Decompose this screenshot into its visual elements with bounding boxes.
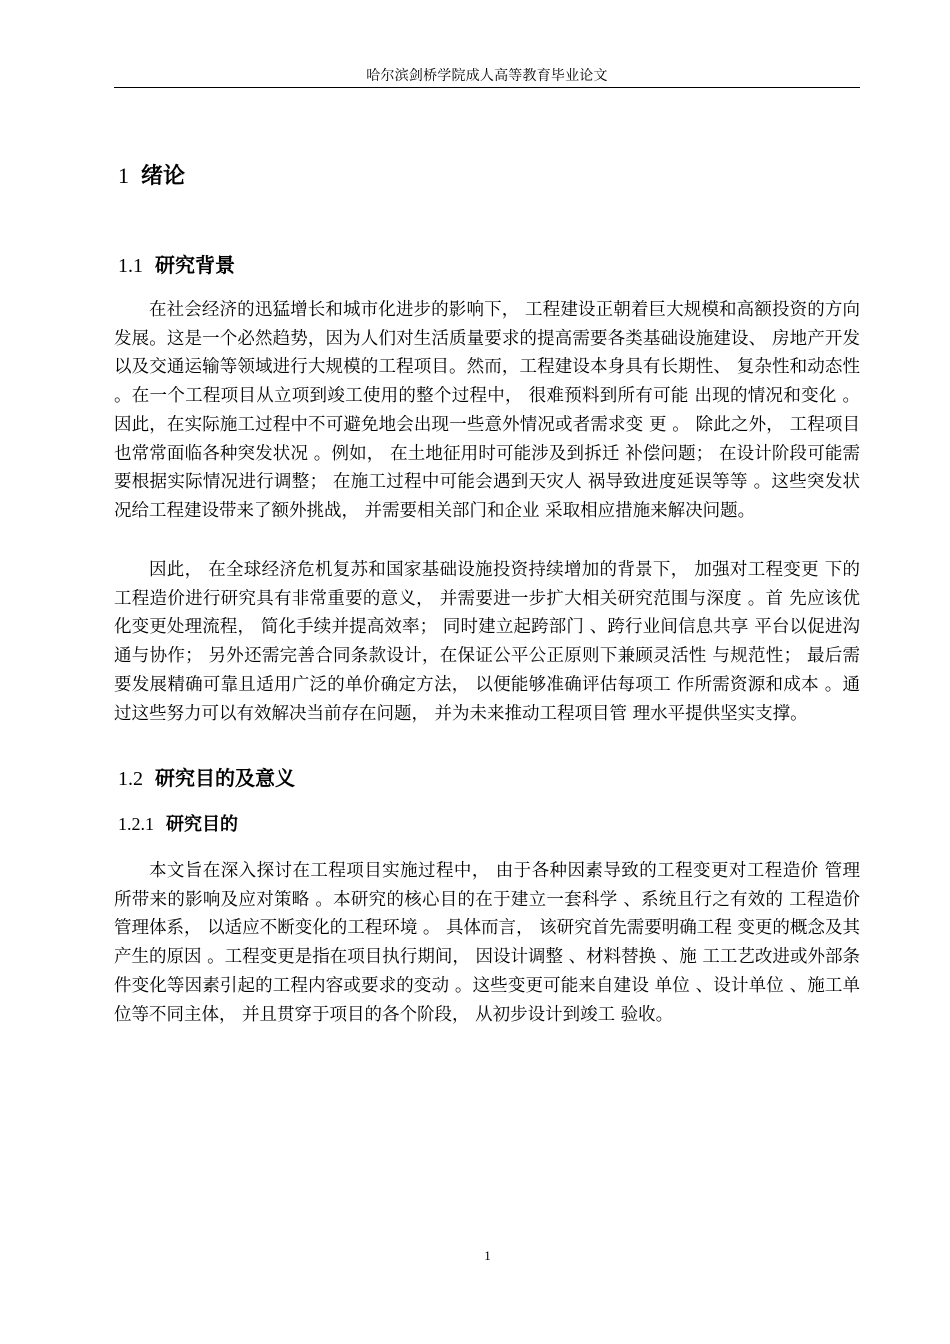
running-header: 哈尔滨剑桥学院成人高等教育毕业论文 xyxy=(366,68,608,84)
chapter-number: 1 xyxy=(118,163,129,188)
section-number: 1.2 xyxy=(118,768,143,790)
section-heading-background xyxy=(118,251,235,280)
subsection-heading-goal xyxy=(118,811,238,838)
header-rule xyxy=(114,87,860,88)
section-title: 研究背景 xyxy=(155,253,235,277)
goal-paragraph-1: 本文旨在深入探讨在工程项目实施过程中， 由于各种因素导致的工程变更对工程造价 管理所带来的影响及应对策略 。本研究的核心目的在于建立一套科学 、系统且行之有效的 工程造价管理体系， 以适应不断变化的工程环境 。 具体而言， 该研究首先需要明确工程 变更的概念及其产生的原因 。工程变更是指在项目执行期间， 因设计调整 、材料替换 、施 工工艺改进或外部条件变化等因素引起的工程内容或要求的变动 。这些变更可能来自建设 单位 、设计单位 、施工单位等不同主体， 并且贯穿于项目的各个阶段， 从初步设计到竣工 验收。 xyxy=(114,861,860,1025)
section-title: 研究目的及意义 xyxy=(155,766,295,790)
section-heading-purpose xyxy=(118,764,295,793)
section-number: 1.1 xyxy=(118,255,143,277)
subsection-title: 研究目的 xyxy=(166,814,238,835)
background-paragraph-2: 因此， 在全球经济危机复苏和国家基础设施投资持续增加的背景下， 加强对工程变更 下的工程造价进行研究具有非常重要的意义， 并需要进一步扩大相关研究范围与深度 。首 先应该优化变更处理流程， 简化手续并提高效率； 同时建立起跨部门 、跨行业间信息共享 平台以促进沟通与协作； 另外还需完善合同条款设计，在保证公平公正原则下兼顾灵活性 与规范性； 最后需要发展精确可靠且适用广泛的单价确定方法， 以便能够准确评估每项工 作所需资源和成本 。通过这些努力可以有效解决当前存在问题， 并为未来推动工程项目管 理水平提供坚实支撑。 xyxy=(114,560,860,724)
chapter-heading xyxy=(118,160,185,193)
subsection-number: 1.2.1 xyxy=(118,814,154,834)
background-paragraph-1: 在社会经济的迅猛增长和城市化进步的影响下， 工程建设正朝着巨大规模和高额投资的方向发展。这是一个必然趋势，因为人们对生活质量要求的提高需要各类基础设施建设、 房地产开发以及交通运输等领域进行大规模的工程项目。然而，工程建设本身具有长期性、 复杂性和动态性 。在一个工程项目从立项到竣工使用的整个过程中， 很难预料到所有可能 出现的情况和变化 。 因此，在实际施工过程中不可避免地会出现一些意外情况或者需求变 更 。 除此之外， 工程项目也常常面临各种突发状况 。例如， 在土地征用时可能涉及到拆迁 补偿问题； 在设计阶段可能需要根据实际情况进行调整； 在施工过程中可能会遇到天灾人 祸导致进度延误等等 。这些突发状况给工程建设带来了额外挑战， 并需要相关部门和企业 采取相应措施来解决问题。 xyxy=(114,300,860,521)
page-number: 1 xyxy=(484,1248,491,1263)
chapter-title: 绪论 xyxy=(141,164,186,189)
